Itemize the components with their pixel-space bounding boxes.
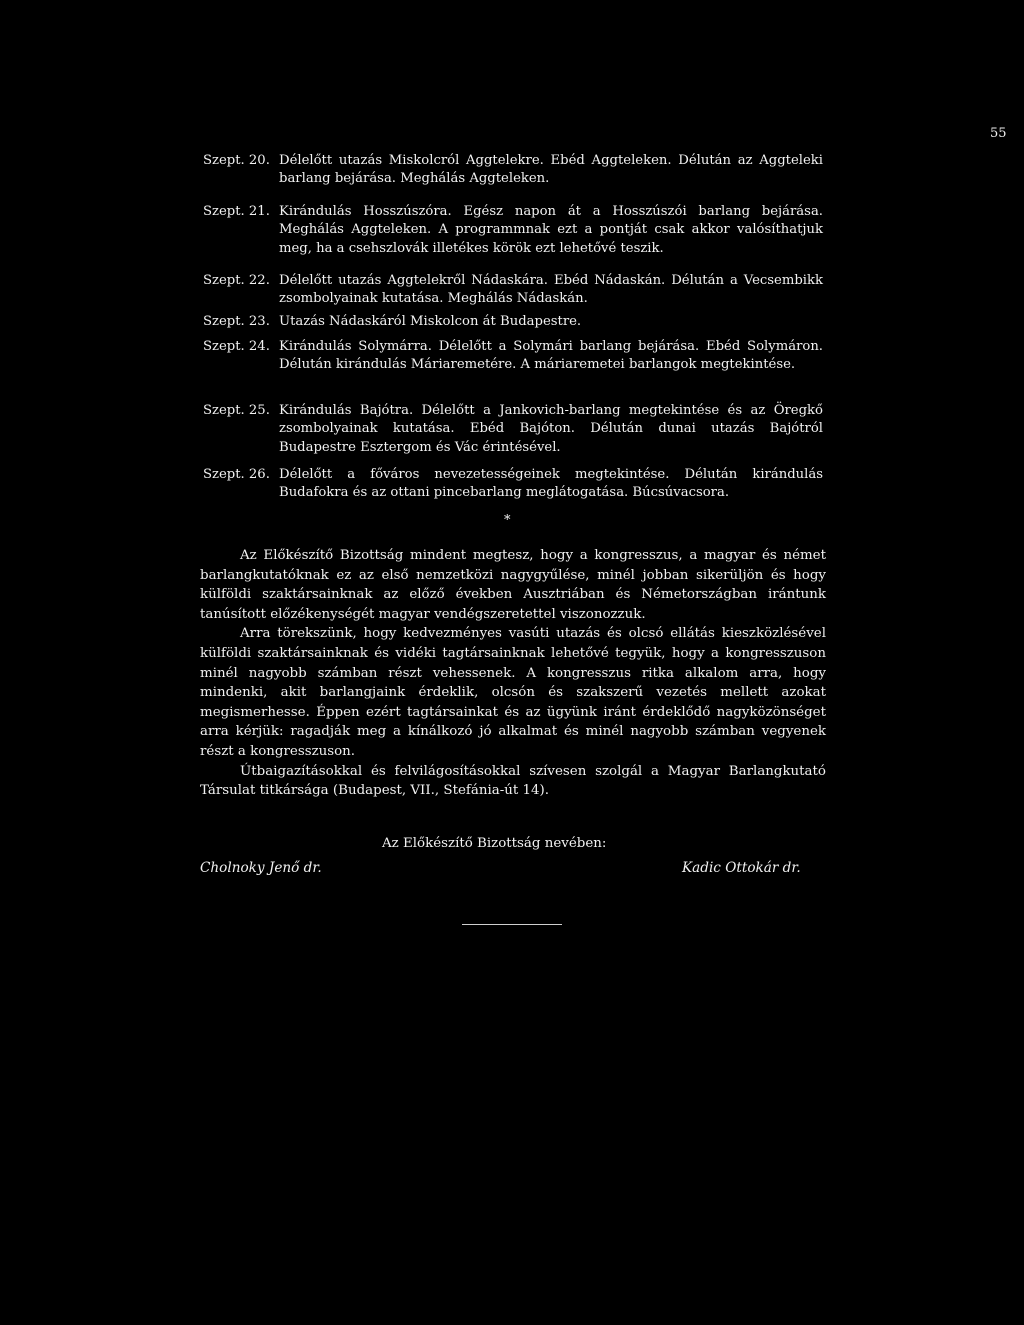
schedule-text: Kirándulás Bajótra. Délelőtt a Jankovich-barlang megtekintése és az Öregkő zsombolyainak kutatása. Ebéd Bajóton. Délután dunai utazás Bajótról Budapestre Esztergom és Vác érintésével. (279, 403, 823, 455)
schedule-entry (203, 272, 823, 309)
body-text (200, 546, 826, 801)
paragraph: Az Előkészítő Bizottság mindent megtesz, hogy a kongresszus, a magyar és német barlangkutatóknak ez az első nemzetközi nagygyűlése, minél jobban sikerüljön és hogy külföldi szaktársainknak az előző években Ausztriában és Németországban irántunk tanúsított előzékenységét magyar vendégszeretettel viszonozzuk. (200, 548, 826, 622)
schedule-date: Szept. 23. (203, 314, 270, 329)
schedule-text: Kirándulás Hosszúszóra. Egész napon át a Hosszúszói barlang bejárása. Meghálás Aggteleken. A programmnak ezt a pontját csak akkor valósíthatjuk meg, ha a csehszlovák illetékes körök ezt lehetővé teszik. (279, 204, 823, 256)
schedule-entry (203, 152, 823, 189)
page-number: 55 (990, 126, 1007, 141)
schedule-date: Szept. 22. (203, 273, 270, 288)
schedule-date: Szept. 20. (203, 153, 270, 168)
schedule-date: Szept. 24. (203, 339, 270, 354)
signature-left: Cholnoky Jenő dr. (200, 860, 322, 876)
schedule-text: Délelőtt utazás Aggtelekről Nádaskára. Ebéd Nádaskán. Délután a Vecsembikk zsombolyainak kutatása. Meghálás Nádaskán. (279, 273, 823, 307)
schedule-date: Szept. 25. (203, 403, 270, 418)
schedule-date: Szept. 21. (203, 204, 270, 219)
schedule-entry (203, 466, 823, 503)
paragraph: Útbaigazításokkal és felvilágosításokkal szívesen szolgál a Magyar Barlangkutató Társulat titkársága (Budapest, VII., Stefánia-út 14). (200, 763, 826, 799)
schedule-entry (203, 338, 823, 375)
signature-right: Kadic Ottokár dr. (682, 860, 801, 876)
schedule-text: Délelőtt utazás Miskolcról Aggtelekre. Ebéd Aggteleken. Délután az Aggteleki barlang bejárása. Meghálás Aggteleken. (279, 153, 823, 187)
schedule-entry (203, 203, 823, 258)
signature-heading: Az Előkészítő Bizottság nevében: (382, 836, 607, 851)
schedule-entry (203, 313, 823, 331)
schedule-text: Kirándulás Solymárra. Délelőtt a Solymári barlang bejárása. Ebéd Solymáron. Délután kirándulás Máriaremetére. A máriaremetei barlangok megtekintése. (279, 339, 823, 373)
schedule-entry (203, 402, 823, 457)
section-separator: * (504, 513, 511, 528)
end-rule (462, 924, 562, 925)
schedule-text: Utazás Nádaskáról Miskolcon át Budapestre. (279, 314, 582, 329)
schedule-text: Délelőtt a főváros nevezetességeinek megtekintése. Délután kirándulás Budafokra és az ottani pincebarlang meglátogatása. Búcsúvacsora. (279, 467, 823, 501)
paragraph: Arra törekszünk, hogy kedvezményes vasúti utazás és olcsó ellátás kieszközlésével külföldi szaktársainknak és vidéki tagtársainknak lehetővé tegyük, hogy a kongresszuson minél nagyobb számban részt vehessenek. A kongresszus ritka alkalom arra, hogy mindenki, akit barlangjaink érdeklik, olcsón és szakszerű vezetés mellett azokat megismerhesse. Éppen ezért tagtársainkat és az ügyünk iránt érdeklődő nagyközönséget arra kérjük: ragadják meg a kínálkozó jó alkalmat és minél nagyobb számban vegyenek részt a kongresszuson. (200, 626, 826, 759)
schedule-date: Szept. 26. (203, 467, 270, 482)
